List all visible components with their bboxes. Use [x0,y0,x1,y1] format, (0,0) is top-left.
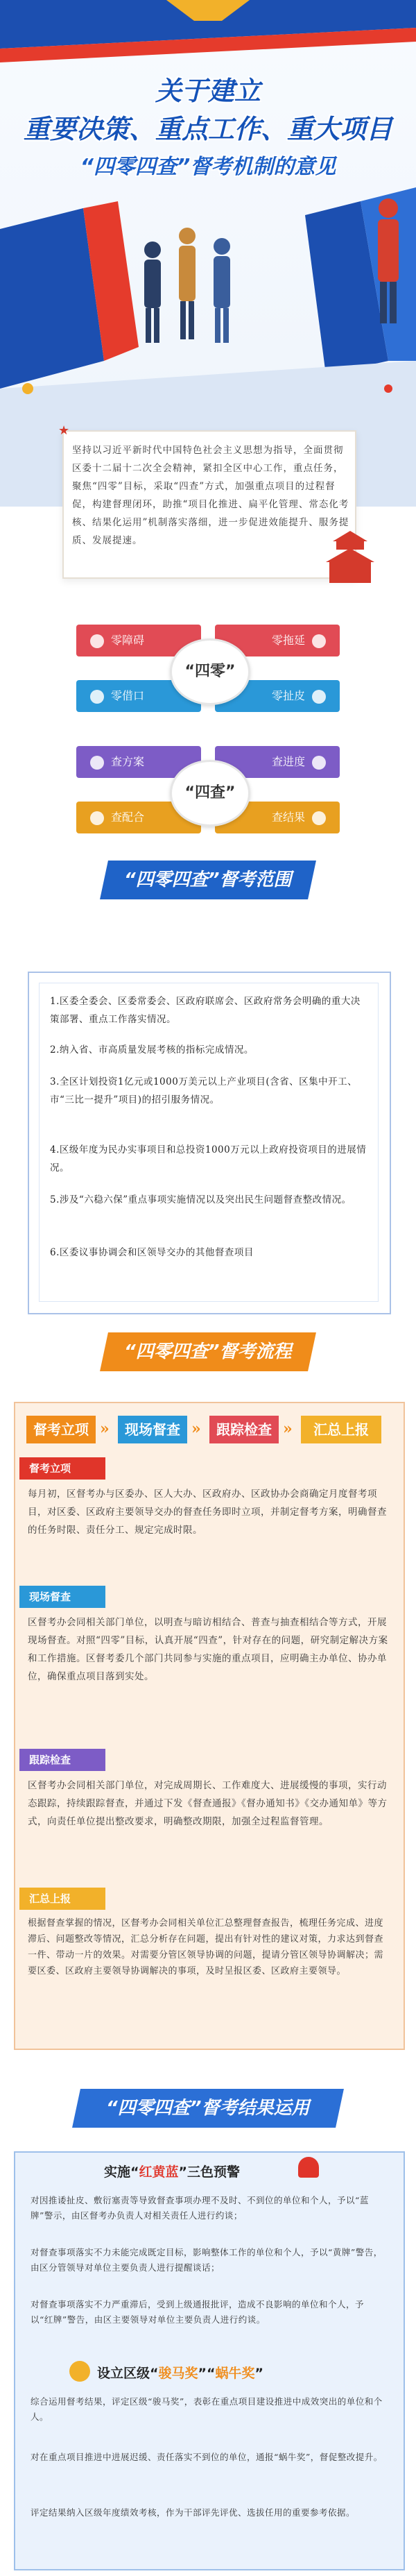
sub-text: ”“ [198,2366,216,2381]
title-line-3: “四零四查”督考机制的意见 [80,155,336,179]
four-zeros-badge: “四零” [170,638,250,705]
scope-heading-text: “四零四查”督考范围 [124,870,292,890]
warning-subheading [104,2162,240,2180]
award-subheading [97,2363,263,2382]
scope-item: 5.涉及“六稳六保”重点事项实施情况以及突出民生问题督查整改情况。 [50,1194,352,1205]
intro-text: 坚持以习近平新时代中国特色社会主义思想为指导，全面贯彻区委十二届十二次全会精神，紧扣全区中心工作，重点任务，聚焦“四零”目标，采取“四查”方式，加强重点项目的过程督促，构建督理闭环，助推“项目化推进、扁平化管理、常态化考核、结果化运用”机制落实落细，进一步促进效能提升、服务提质、发展提速。 [72,445,349,546]
step-2: 现场督查 [118,1416,187,1443]
circle-icon [312,634,326,648]
star-icon: ★ [58,423,70,438]
process-heading-text: “四零四查”督考流程 [124,1341,292,1362]
process-text: 区督考办会同相关部门单位，以明查与暗访相结合、普查与抽查相结合等方式，开展现场督查。对照“四零”目标，认真开展“四查”，针对存在的问题，研究制定解决方案和工作措施。区督考委几个部门共同参与实施的重点项目，应明确主办单位、协办单位，确保重点项目落到实处。 [28,1617,388,1682]
pill-label: 零障碍 [111,634,145,647]
arrow-right-icon: » [100,1420,110,1438]
pill-label: 零借口 [111,689,145,702]
title-line-2: 重要决策、重点工作、重大项目 [23,114,392,144]
step-3: 跟踪检查 [209,1416,279,1443]
trophy-icon [69,2361,90,2382]
pill-label: 查进度 [271,755,305,768]
title-line-1: 关于建立 [155,76,261,106]
warn-paragraph: 对因推诿扯皮、敷衍塞责等导致督查事项办理不及时、不到位的单位和个人，予以“蓝牌”警示，由区督考办负责人对相关责任人进行约谈； [31,2195,369,2221]
pill-label: 查方案 [111,755,145,768]
arrow-right-icon: » [191,1420,201,1438]
sub-text: ”三色预警 [178,2164,241,2180]
results-heading [72,2089,344,2128]
process-text: 根据督查掌握的情况，区督考办会同相关单位汇总整理督查报告，梳理任务完成、进度滞后、问题整改等情况，汇总分析存在问题，提出有针对性的建议对策，力求达到督查一件、带动一片的效果。对需要分管区领导协调的问题，提请分管区领导协调解决；需要区委、区政府主要领导协调解决的事项，及时呈报区委、区政府主要领导。 [28,1918,384,1976]
scope-item: 6.区委议事协调会和区领导交办的其他督查项目 [50,1247,254,1258]
circle-icon [90,690,104,704]
four-checks-badge: “四查” [170,760,250,827]
process-heading [100,1332,316,1371]
sub-text: ” [254,2366,264,2381]
scope-heading [100,861,316,899]
alarm-light-icon [298,2157,319,2178]
circle-icon [312,690,326,704]
sub-highlight: 蜗牛奖 [215,2366,255,2381]
scope-item: 1.区委全委会、区委常委会、区政府联席会、区政府常务会明确的重大决策部署、重点工作落实情况。 [50,996,361,1025]
scope-item: 4.区级年度为民办实事项目和总投资1000万元以上政府投资项目的进展情况。 [50,1144,367,1173]
award-paragraph: 综合运用督考结果，评定区级“骏马奖”，表彰在重点项目建设推进中成效突出的单位和个人。 [31,2396,383,2422]
sub-text: 设立区级“ [97,2366,159,2381]
circle-icon [312,756,326,770]
warn-paragraph: 对督查事项落实不力未能完成既定目标，影响整体工作的单位和个人，予以“黄牌”警告，由区分管领导对单位主要负责人进行提醒谈话； [31,2247,383,2273]
tag-summary: 汇总上报 [19,1888,105,1910]
process-text: 每月初，区督考办与区委办、区人大办、区政府办、区政协办会商确定月度督考项目，对区委、区政府主要领导交办的督查任务即时立项，并制定督考方案，明确督查的任务时限、责任分工、规定完成时限。 [28,1489,387,1536]
circle-icon [90,634,104,648]
arrow-right-icon: » [283,1420,293,1438]
results-heading-text: “四零四查”督考结果运用 [106,2098,310,2119]
pill-label: 查配合 [111,811,145,824]
scope-item: 2.纳入省、市高质量发展考核的指标完成情况。 [50,1044,254,1056]
tag-tracking: 跟踪检查 [19,1749,105,1771]
pill-label: 查结果 [271,811,305,824]
sub-text: 实施“ [104,2164,139,2180]
warn-paragraph: 对督查事项落实不力严重滞后，受到上级通报批评，造成不良影响的单位和个人，予以“红牌”警告，由区主要领导对单位主要负责人进行约谈。 [31,2299,365,2325]
pill-label: 零拖延 [271,634,305,647]
process-text: 区督考办会同相关部门单位，对完成周期长、工作难度大、进展缓慢的事项，实行动态跟踪，持续跟踪督查，并通过下发《督查通报》《督办通知书》《交办通知单》等方式，向责任单位提出整改要求，明确整改期限，加强全过程监督管理。 [28,1780,388,1827]
tag-site-inspection: 现场督查 [19,1586,105,1608]
step-1: 督考立项 [26,1416,96,1443]
step-4: 汇总上报 [301,1416,381,1443]
sub-highlight: 红黄蓝 [139,2164,179,2180]
circle-icon [90,756,104,770]
sub-highlight: 骏马奖 [158,2366,198,2381]
circle-icon [90,811,104,825]
award-paragraph: 评定结果纳入区级年度绩效考核，作为干部评先评优、选拔任用的重要参考依据。 [31,2507,356,2518]
circle-icon [312,811,326,825]
tag-project-setup: 督考立项 [19,1457,105,1480]
pill-label: 零扯皮 [271,689,305,702]
award-paragraph: 对在重点项目推进中进展迟缓、责任落实不到位的单位，通报“蜗牛奖”，督促整改提升。 [31,2452,383,2462]
scope-item: 3.全区计划投资1亿元或1000万美元以上产业项目(含省、区集中开工、市“三比一提升”项目)的招引服务情况。 [50,1076,358,1105]
